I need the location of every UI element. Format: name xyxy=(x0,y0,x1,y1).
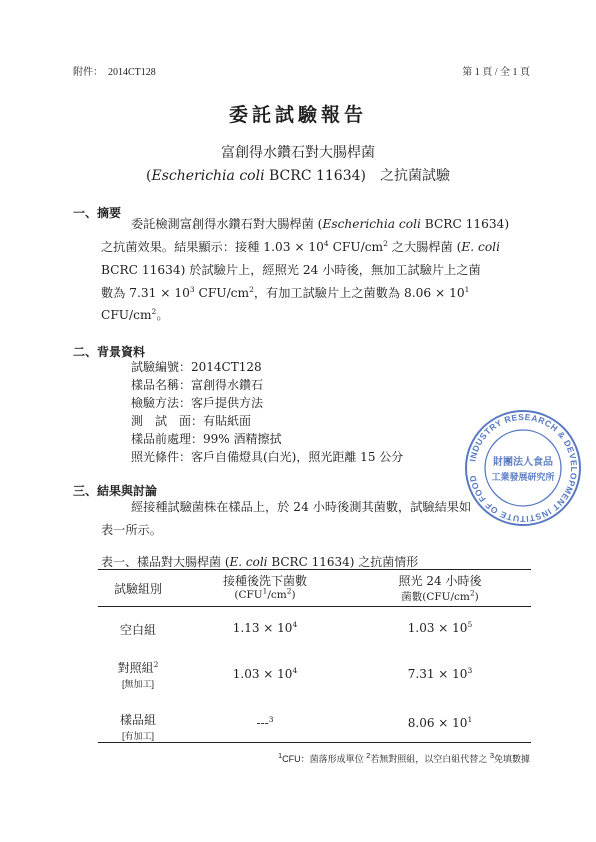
col-header-group: 試驗組別 xyxy=(113,582,162,596)
background-heading: 二、背景資料 xyxy=(73,345,146,359)
table-footnote: $^1$CFU：菌落形成單位 $^2$若無對照組，以空白組代替之 $^3$免填數據 xyxy=(277,751,530,764)
row-blank-light: $1.03 \times 10^5$ xyxy=(407,620,473,635)
summary-line-4: 數為 $7.31 \times 10^3$ CFU/$cm^2$，有加工試驗片上之菌數為 $8.06 \times 10^1$ xyxy=(101,284,470,300)
report-title: 委託試驗報告 xyxy=(228,104,367,126)
table-bottom-rule xyxy=(98,742,531,743)
page-number: 第 1 頁 / 全 1 頁 xyxy=(462,67,530,78)
info-test-surface: 測 試 面：有貼紙面 xyxy=(131,414,252,428)
row-sample-note: [有加工] xyxy=(121,731,154,741)
results-line-1: 經接種試驗菌株在樣品上，於 24 小時後測其菌數，試驗結果如 xyxy=(131,500,472,514)
info-test-number: 試驗編號：2014CT128 xyxy=(131,360,262,374)
institute-seal-stamp xyxy=(463,408,583,528)
row-control-group: 對照組$^2$ xyxy=(117,660,159,675)
row-blank-group: 空白組 xyxy=(119,623,156,637)
attachment-number: 附件： 2014CT128 xyxy=(73,67,156,78)
info-pretreatment: 樣品前處理：99% 酒精擦拭 xyxy=(131,432,282,446)
row-control-washed: $1.03 \times 10^4$ xyxy=(232,666,298,681)
seal-inner-line-2: 工業發展研究所 xyxy=(491,473,555,483)
row-sample-light: $8.06 \times 10^1$ xyxy=(407,715,473,730)
results-line-2: 表一所示。 xyxy=(101,523,162,537)
subtitle-line-2: (Escherichia coli BCRC 11634) 之抗菌試驗 xyxy=(146,168,450,184)
seal-outer-text: INDUSTRY RESEARCH & DEVELOPMENT INSTITUTE OF FOOD xyxy=(467,411,580,525)
summary-line-2: 之抗菌效果。結果顯示：接種 $1.03 \times 10^4$ CFU/$cm^2$ 之大腸桿菌 (E. coli xyxy=(101,238,500,254)
summary-heading: 一、摘要 xyxy=(73,206,122,220)
col-header-washed: 接種後洗下菌數 xyxy=(222,574,307,588)
col-header-light: 照光 24 小時後 xyxy=(398,574,482,588)
table-top-rule xyxy=(98,569,531,570)
row-control-note: [無加工] xyxy=(121,679,154,689)
row-sample-washed: ---$^3$ xyxy=(256,715,274,730)
summary-line-1: 委託檢測富創得水鑽石對大腸桿菌 (Escherichia coli BCRC 11634) xyxy=(131,217,510,231)
info-test-method: 檢驗方法：客戶提供方法 xyxy=(131,396,264,410)
seal-inner-line-1: 財團法人食品 xyxy=(493,457,553,468)
subtitle-species: Escherichia coli xyxy=(151,168,265,184)
col-header-washed-unit: $(CFU^1/cm^2)$ xyxy=(234,586,296,601)
row-blank-washed: $1.13 \times 10^4$ xyxy=(232,620,298,635)
col-header-light-unit: 菌數$(CFU/cm^2)$ xyxy=(401,588,479,603)
info-lighting: 照光條件：客戶自備燈具(白光)，照光距離 15 公分 xyxy=(131,450,404,464)
summary-line-5: CFU/$cm^2$。 xyxy=(101,306,169,322)
table-header-rule xyxy=(98,606,531,607)
table-caption: 表一、樣品對大腸桿菌 (E. coli BCRC 11634) 之抗菌情形 xyxy=(101,555,419,569)
row-sample-group: 樣品組 xyxy=(119,713,156,727)
subtitle-line-1: 富創得水鑽石對大腸桿菌 xyxy=(221,145,375,161)
results-heading: 三、結果與討論 xyxy=(73,484,158,498)
row-control-light: $7.31 \times 10^3$ xyxy=(407,666,473,681)
info-sample-name: 樣品名稱：富創得水鑽石 xyxy=(131,378,264,392)
summary-line-3: BCRC 11634) 於試驗片上，經照光 24 小時後，無加工試驗片上之菌 xyxy=(101,263,481,277)
